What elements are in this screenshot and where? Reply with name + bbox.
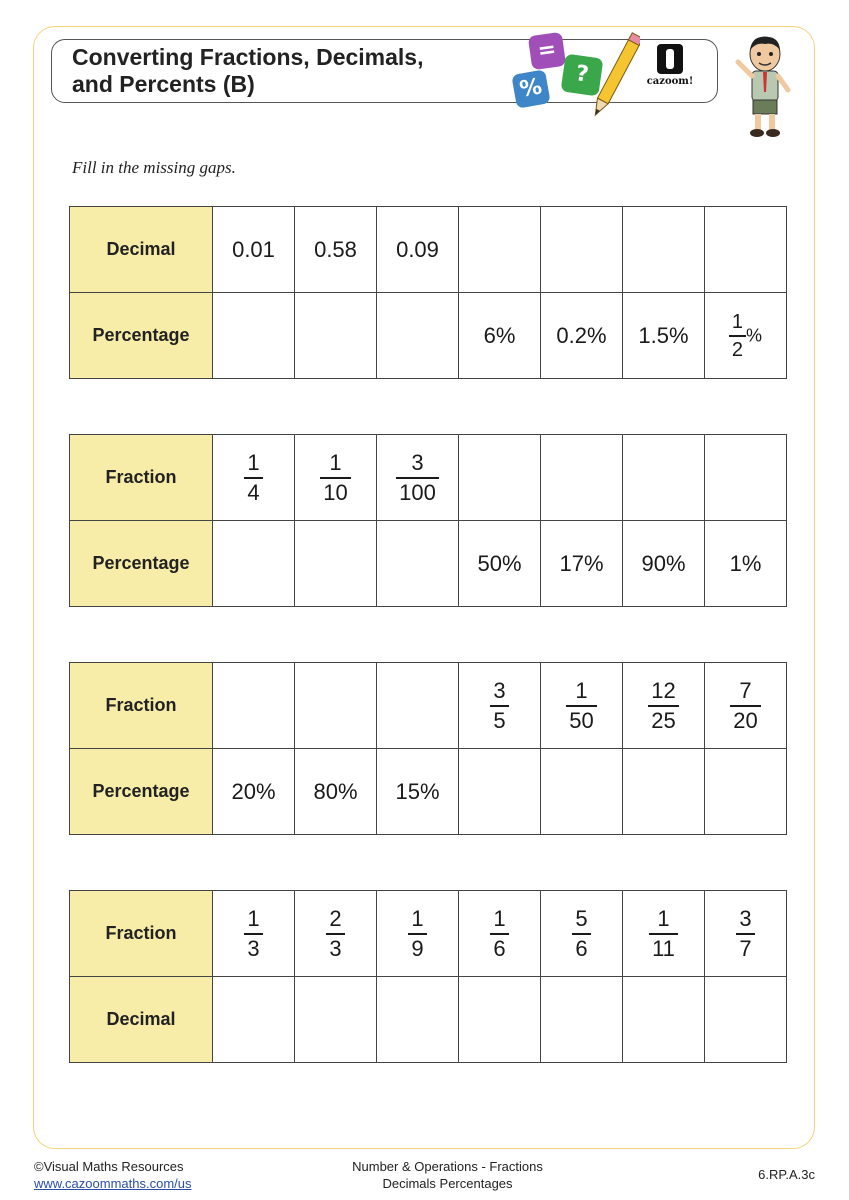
numerator: 1 [490,908,508,935]
answer-cell[interactable] [459,435,541,521]
conversion-table-2 [69,434,787,607]
denominator: 25 [651,707,676,733]
denominator: 3 [329,935,342,961]
fraction [396,449,439,505]
answer-cell[interactable] [213,293,295,379]
given-cell: 15% [377,749,459,835]
numerator: 1 [649,908,678,935]
table-row [70,749,787,835]
answer-cell[interactable] [541,749,623,835]
numerator: 5 [572,908,590,935]
conversion-table-4 [69,890,787,1063]
answer-cell[interactable] [295,663,377,749]
conversion-table-1 [69,206,787,379]
table-row [70,977,787,1063]
answer-cell[interactable] [377,521,459,607]
given-cell [295,891,377,977]
fraction [326,905,344,961]
answer-cell[interactable] [541,435,623,521]
copyright-text: ©Visual Maths Resources [34,1159,184,1174]
fraction [244,905,262,961]
row-label: Percentage [70,521,213,607]
title-line-2: and Percents (B) [72,71,255,97]
given-cell [459,891,541,977]
numerator: 12 [648,680,678,707]
answer-cell[interactable] [705,749,787,835]
footer-topic [300,1158,595,1192]
table-row [70,435,787,521]
given-cell: 1.5% [623,293,705,379]
numerator: 1 [408,908,426,935]
numerator: 3 [736,908,754,935]
given-cell: 0.2% [541,293,623,379]
answer-cell[interactable] [459,977,541,1063]
given-cell [213,891,295,977]
denominator: 2 [731,338,744,361]
answer-cell[interactable] [295,293,377,379]
given-cell: 50% [459,521,541,607]
fraction [320,449,350,505]
cazoom-logo-mark-icon [657,44,683,74]
given-cell: 20% [213,749,295,835]
given-cell [623,891,705,977]
given-cell: 0.09 [377,207,459,293]
percent-cube-icon: % [511,69,550,108]
given-cell: 6% [459,293,541,379]
conversion-table-3 [69,662,787,835]
answer-cell[interactable] [705,977,787,1063]
numerator: 1 [566,680,596,707]
answer-cell[interactable] [377,977,459,1063]
row-label: Fraction [70,663,213,749]
fraction [649,905,678,961]
given-cell [377,891,459,977]
given-cell: 1% [705,521,787,607]
numerator: 3 [396,452,439,479]
page-title [72,44,502,98]
answer-cell[interactable] [295,521,377,607]
title-line-1: Converting Fractions, Decimals, [72,44,424,70]
given-cell [295,435,377,521]
row-label: Percentage [70,749,213,835]
given-cell: 80% [295,749,377,835]
equals-cube-icon: = [528,32,566,70]
question-cube-icon: ? [561,54,604,97]
answer-cell[interactable] [623,749,705,835]
row-label: Decimal [70,977,213,1063]
math-cubes-illustration [508,28,638,128]
denominator: 50 [569,707,594,733]
table-row [70,293,787,379]
answer-cell[interactable] [213,977,295,1063]
given-cell [377,435,459,521]
percent-suffix: % [746,325,763,345]
table-row [70,663,787,749]
given-cell: 0.01 [213,207,295,293]
numerator: 2 [326,908,344,935]
denominator: 6 [493,935,506,961]
topic-line-1: Number & Operations - Fractions [352,1159,543,1174]
fraction [572,905,590,961]
denominator: 6 [575,935,588,961]
answer-cell[interactable] [705,207,787,293]
answer-cell[interactable] [213,663,295,749]
answer-cell[interactable] [377,293,459,379]
answer-cell[interactable] [459,749,541,835]
fraction [566,677,596,733]
cazoom-logo-text: cazoom! [646,76,694,87]
answer-cell[interactable] [541,977,623,1063]
fraction [736,905,754,961]
given-cell [541,663,623,749]
answer-cell[interactable] [295,977,377,1063]
numerator: 3 [490,680,508,707]
given-cell [705,293,787,379]
given-cell [705,663,787,749]
numerator: 1 [244,452,262,479]
denominator: 100 [399,479,436,505]
denominator: 11 [652,935,675,961]
instruction-text: Fill in the missing gaps. [72,158,236,177]
answer-cell[interactable] [459,207,541,293]
denominator: 4 [247,479,260,505]
given-cell [459,663,541,749]
numerator: 1 [320,452,350,479]
given-cell: 90% [623,521,705,607]
denominator: 20 [733,707,758,733]
footer-left [34,1158,192,1192]
row-label: Decimal [70,207,213,293]
cazoom-logo [638,44,702,100]
fraction [490,677,508,733]
pencil-icon [590,28,640,128]
denominator: 9 [411,935,424,961]
given-cell [213,435,295,521]
answer-cell[interactable] [377,663,459,749]
fraction [408,905,426,961]
fraction [729,312,746,360]
answer-cell[interactable] [623,435,705,521]
topic-line-2: Decimals Percentages [382,1176,513,1191]
table-row [70,521,787,607]
mascot-boy-icon [732,32,798,140]
given-cell [705,891,787,977]
answer-cell[interactable] [623,207,705,293]
denominator: 7 [739,935,752,961]
footer-standard: 6.RP.A.3c [758,1167,815,1182]
answer-cell[interactable] [705,435,787,521]
answer-cell[interactable] [213,521,295,607]
fraction [490,905,508,961]
given-cell [623,663,705,749]
fraction [648,677,678,733]
numerator: 1 [729,312,746,337]
denominator: 3 [247,935,260,961]
table-row [70,891,787,977]
given-cell: 17% [541,521,623,607]
fraction [730,677,760,733]
row-label: Fraction [70,435,213,521]
website-link[interactable]: www.cazoommaths.com/us [34,1176,192,1191]
numerator: 7 [730,680,760,707]
given-cell [541,891,623,977]
answer-cell[interactable] [623,977,705,1063]
answer-cell[interactable] [541,207,623,293]
row-label: Percentage [70,293,213,379]
denominator: 5 [493,707,506,733]
row-label: Fraction [70,891,213,977]
fraction [244,449,262,505]
given-cell: 0.58 [295,207,377,293]
table-row [70,207,787,293]
denominator: 10 [323,479,348,505]
numerator: 1 [244,908,262,935]
